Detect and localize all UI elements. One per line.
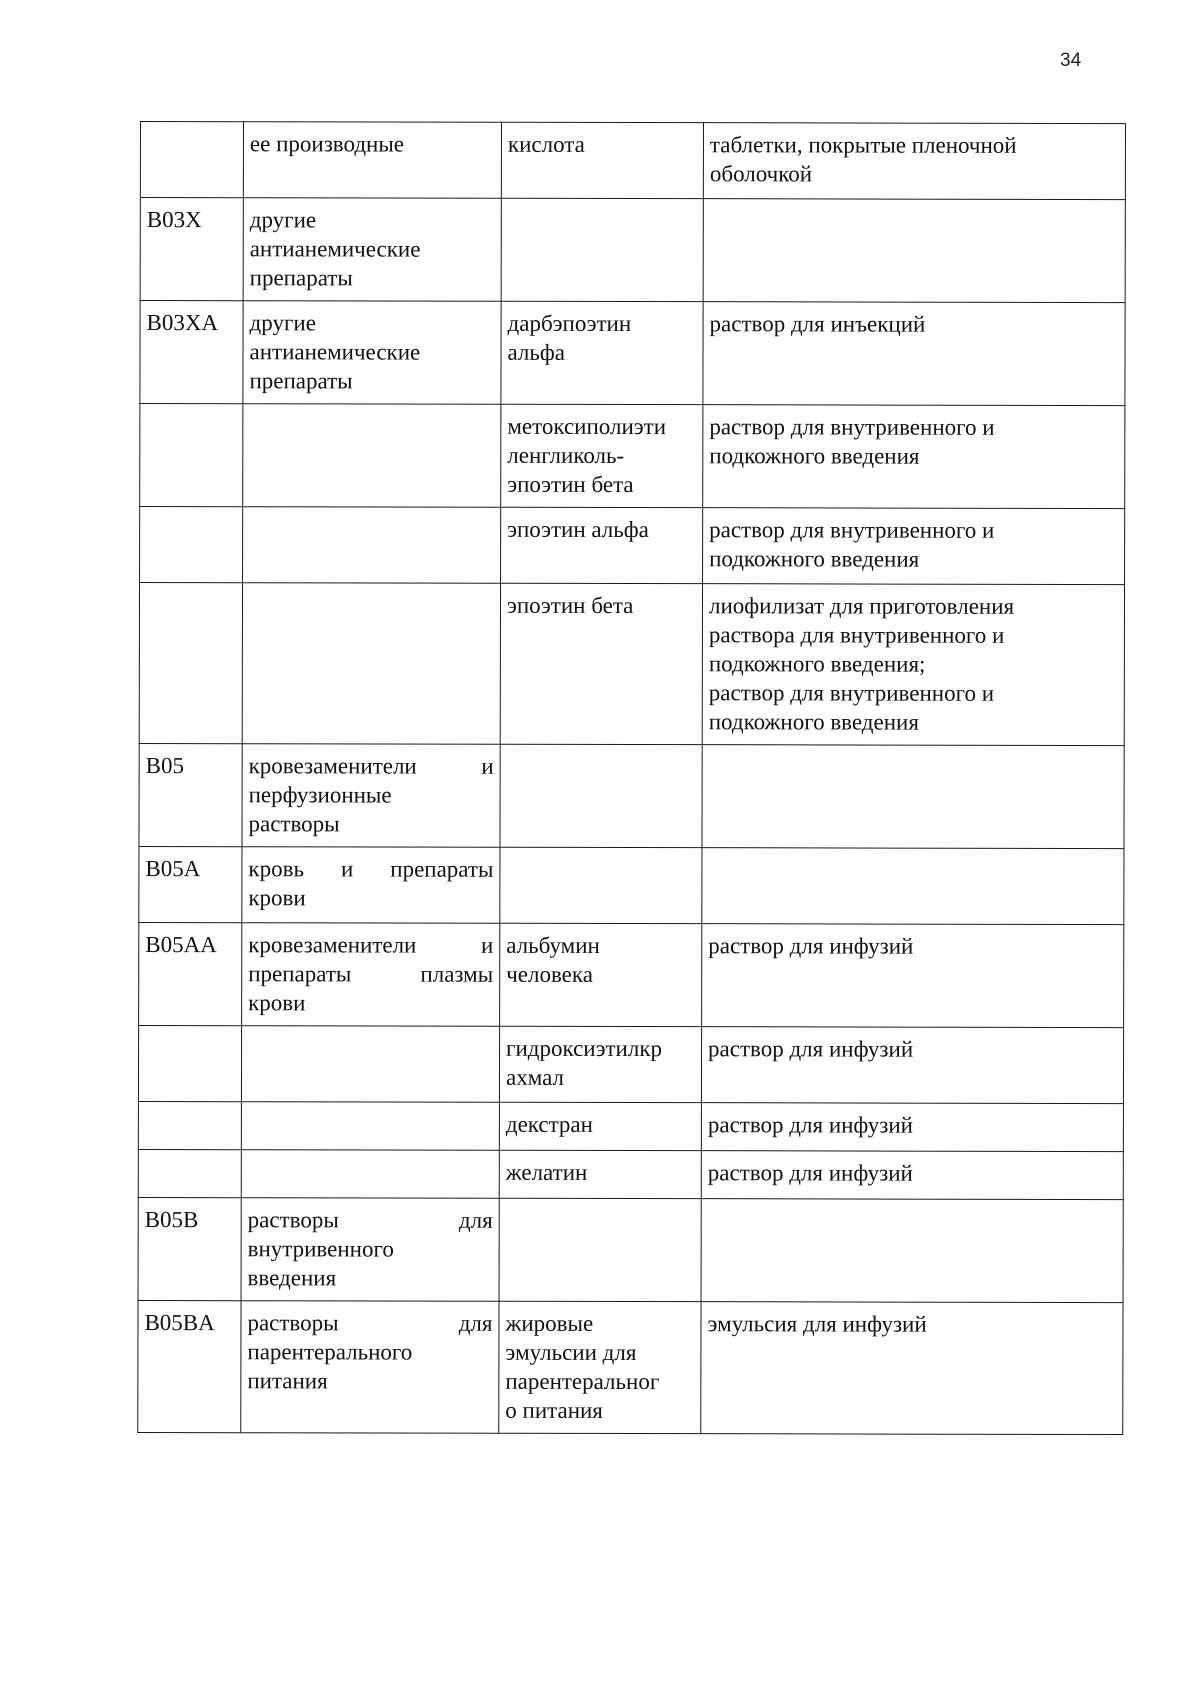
atc-code-cell xyxy=(140,122,243,198)
pharmacological-group-line: растворы для xyxy=(247,1207,493,1233)
pharmacological-group-line: перфузионные xyxy=(248,782,392,808)
table-row xyxy=(138,1300,1123,1434)
dosage-form-line: раствор для инфузий xyxy=(707,1112,914,1138)
pharmacological-group-cell xyxy=(243,507,501,584)
dosage-form-line: раствора для внутривенного и xyxy=(708,622,1005,648)
pharmacological-group-cell xyxy=(241,1301,499,1434)
pharmacological-group-line: кровезаменители и xyxy=(248,753,494,779)
table-row xyxy=(140,198,1125,303)
drug-name-line: эмульсии для xyxy=(505,1339,637,1366)
dosage-form-cell xyxy=(701,1103,1123,1152)
dosage-form-cell xyxy=(701,1199,1123,1303)
atc-code-cell: B03XA xyxy=(140,301,243,404)
drug-name-cell xyxy=(500,744,702,847)
atc-code-cell xyxy=(139,583,242,744)
pharmacological-group-cell xyxy=(243,122,501,199)
drug-name-cell xyxy=(499,1198,701,1301)
table-row xyxy=(138,1025,1123,1103)
pharmacological-group-cell xyxy=(241,1026,499,1103)
dosage-form-line: подкожного введения xyxy=(709,546,920,572)
drug-name-line: ленгликоль- xyxy=(507,442,625,469)
dosage-form-line: оболочкой xyxy=(709,161,813,187)
pharmacological-group-line: кровезаменители и xyxy=(248,932,494,958)
pharmacological-group-cell xyxy=(242,583,500,745)
drug-name-line: ахмал xyxy=(505,1064,565,1090)
drug-name-cell xyxy=(501,198,703,301)
drug-name-cell xyxy=(500,923,702,1026)
dosage-form-line: подкожного введения xyxy=(709,443,920,469)
table-row xyxy=(138,1197,1123,1302)
pharmacological-group-line: крови xyxy=(248,885,306,911)
drug-name-cell xyxy=(501,122,703,198)
dosage-form-cell xyxy=(703,123,1125,200)
table-row xyxy=(140,122,1125,200)
drug-name-cell xyxy=(499,1026,701,1102)
dosage-form-line: раствор для инъекций xyxy=(709,311,926,337)
atc-code-cell: B05 xyxy=(139,743,242,846)
table-row xyxy=(140,507,1125,585)
table-row xyxy=(139,583,1124,746)
table-row xyxy=(139,743,1124,848)
dosage-form-cell xyxy=(701,1302,1123,1435)
dosage-form-line: раствор для инфузий xyxy=(707,1160,913,1186)
pharmacological-group-line: кровь и препараты xyxy=(248,856,494,882)
dosage-form-cell xyxy=(702,848,1124,925)
pharmacological-group-line: антианемические xyxy=(249,236,421,262)
pharmacological-group-line: растворы для xyxy=(247,1310,493,1336)
pharmacological-group-cell xyxy=(241,1102,499,1151)
pharmacological-group-line: препараты xyxy=(249,265,353,291)
pharmacological-group-line: антианемические xyxy=(249,339,421,365)
drug-name-line: дарбэпоэтин xyxy=(507,310,632,337)
pharmacological-group-line: препараты xyxy=(249,368,353,394)
drug-name-line: желатин xyxy=(505,1159,588,1185)
table-row xyxy=(139,922,1124,1027)
pharmacological-group-line: растворы xyxy=(248,811,340,837)
pharmacological-group-line: другие xyxy=(249,310,316,336)
table-row xyxy=(138,1101,1123,1151)
drug-name-cell xyxy=(499,1102,701,1150)
dosage-form-line: подкожного введения; xyxy=(708,651,926,677)
atc-code-cell: B03X xyxy=(140,198,243,301)
atc-code-cell: B05A xyxy=(139,846,242,922)
dosage-form-line: таблетки, покрытые пленочной xyxy=(709,132,1017,158)
dosage-form-line: раствор для инфузий xyxy=(708,933,914,959)
table-body xyxy=(138,122,1126,1435)
pharmacological-group-line: парентерального xyxy=(247,1339,413,1365)
pharmacological-group-line: препараты плазмы xyxy=(248,961,494,987)
document-sheet xyxy=(137,121,1125,1435)
dosage-form-cell xyxy=(703,199,1125,303)
dosage-form-cell xyxy=(703,302,1125,406)
table-row xyxy=(140,301,1125,406)
atc-code-cell xyxy=(138,1101,241,1149)
atc-code-cell xyxy=(140,507,243,583)
dosage-form-cell xyxy=(702,584,1124,746)
dosage-form-line: раствор для внутривенного и xyxy=(708,680,995,706)
dosage-form-line: раствор для внутривенного и xyxy=(709,517,995,543)
dosage-form-cell xyxy=(703,508,1125,585)
pharmacological-group-cell xyxy=(241,1150,499,1199)
pharmacological-group-line: внутривенного xyxy=(247,1236,394,1262)
drug-name-line: альфа xyxy=(507,339,566,365)
drug-name-line: альбумин xyxy=(506,932,600,958)
pharmacological-group-line: питания xyxy=(247,1368,328,1394)
dosage-form-line: эмульсия для инфузий xyxy=(707,1311,927,1337)
pharmacological-group-line: крови xyxy=(248,990,306,1016)
table-row xyxy=(139,846,1124,924)
dosage-form-cell xyxy=(701,1151,1123,1200)
pharmacological-group-line: введения xyxy=(247,1265,337,1291)
drug-name-line: эпоэтин бета xyxy=(507,471,634,498)
pharmacological-group-cell xyxy=(243,404,501,508)
pharmacological-group-cell xyxy=(242,744,500,848)
dosage-form-line: раствор для инфузий xyxy=(708,1036,914,1062)
drug-name-line: гидроксиэтилкр xyxy=(506,1035,663,1062)
dosage-form-line: лиофилизат для приготовления xyxy=(708,593,1015,619)
drug-name-cell xyxy=(500,847,702,923)
table-row xyxy=(140,404,1125,509)
drug-name-cell xyxy=(501,507,703,583)
drug-name-line: кислота xyxy=(507,131,585,157)
dosage-form-cell xyxy=(702,924,1124,1028)
drug-name-cell xyxy=(501,404,703,507)
atc-code-cell: B05BA xyxy=(138,1300,241,1432)
drug-name-line: о питания xyxy=(505,1397,603,1423)
pharmacological-group-line: другие xyxy=(249,207,317,233)
atc-code-cell xyxy=(138,1149,241,1197)
dosage-form-line: подкожного введения xyxy=(708,709,919,735)
pharmacological-group-line: ее производные xyxy=(249,131,405,157)
drug-name-line: жировые xyxy=(505,1310,594,1336)
drug-name-cell xyxy=(500,583,702,744)
drug-name-cell xyxy=(501,301,703,404)
pharmacological-group-cell xyxy=(241,1198,499,1302)
pharmacological-group-cell xyxy=(243,301,501,405)
drug-name-line: парентеральног xyxy=(505,1368,660,1395)
table-row xyxy=(138,1149,1123,1199)
drug-name-cell xyxy=(499,1150,701,1198)
drug-classification-table xyxy=(137,121,1126,1435)
pharmacological-group-cell xyxy=(242,923,500,1027)
atc-code-cell xyxy=(138,1025,241,1101)
atc-code-cell: B05B xyxy=(138,1197,241,1300)
pharmacological-group-cell xyxy=(243,198,501,302)
drug-name-cell xyxy=(499,1301,701,1433)
page-number: 34 xyxy=(1060,50,1082,71)
drug-name-line: декстран xyxy=(505,1111,594,1137)
atc-code-cell xyxy=(140,404,243,507)
drug-name-line: эпоэтин бета xyxy=(506,592,634,619)
drug-name-line: человека xyxy=(506,961,593,987)
pharmacological-group-cell xyxy=(242,847,500,924)
dosage-form-cell xyxy=(703,405,1125,509)
atc-code-cell: B05AA xyxy=(139,922,242,1025)
dosage-form-cell xyxy=(701,1027,1123,1104)
dosage-form-cell xyxy=(702,745,1124,849)
dosage-form-line: раствор для внутривенного и xyxy=(709,414,995,440)
drug-name-line: эпоэтин альфа xyxy=(507,516,649,543)
drug-name-line: метоксиполиэти xyxy=(507,413,667,440)
